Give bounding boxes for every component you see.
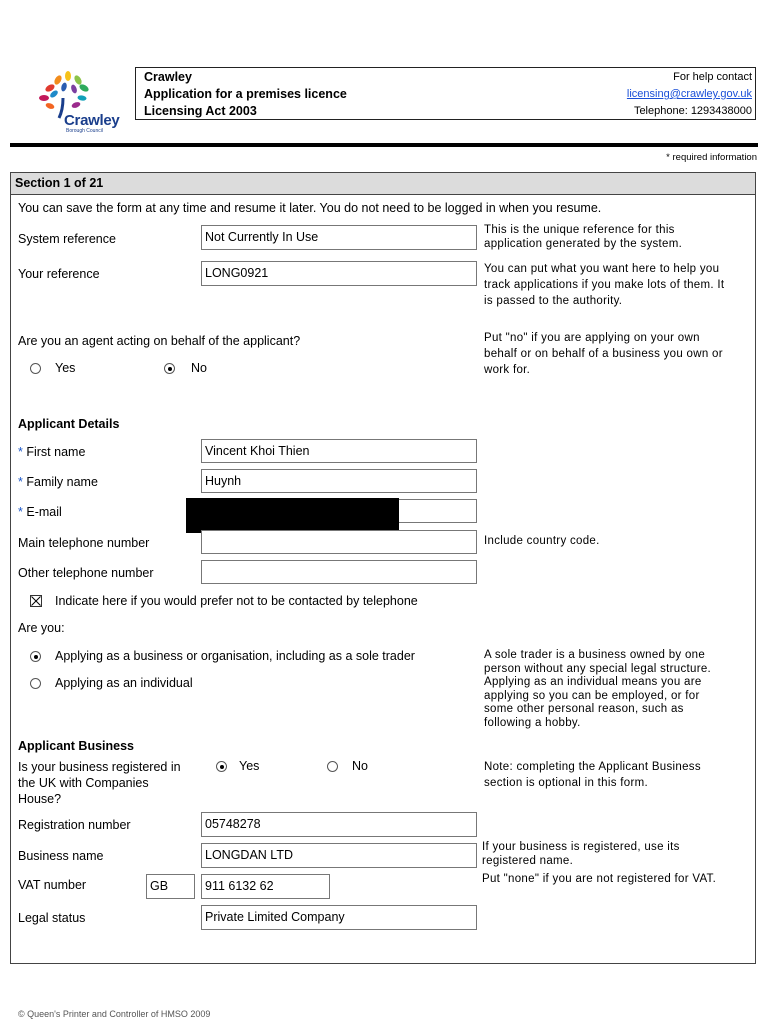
- required-note: * required information: [666, 152, 757, 163]
- first-name-field[interactable]: Vincent Khoi Thien: [201, 439, 477, 463]
- registration-number-field[interactable]: 05748278: [201, 812, 477, 837]
- vat-help: Put "none" if you are not registered for VAT.: [482, 873, 717, 885]
- are-you-help: A sole trader is a business owned by one person without any special legal structure. Applying as an individual means you are applying so you can be employed, or for some other personal reason, such as following a hobby.: [484, 649, 712, 729]
- main-telephone-label: Main telephone number: [18, 536, 150, 550]
- email-redaction: [186, 498, 399, 533]
- header-org: Crawley: [144, 70, 192, 84]
- registered-yes-label: Yes: [239, 759, 260, 773]
- email-label: * E-mail: [18, 505, 62, 519]
- individual-option-label: Applying as an individual: [55, 676, 193, 690]
- required-marker: *: [18, 505, 23, 519]
- agent-no-label: No: [191, 361, 207, 375]
- family-name-field[interactable]: Huynh: [201, 469, 477, 493]
- business-option-radio[interactable]: [30, 651, 41, 662]
- first-name-label: * First name: [18, 445, 86, 459]
- your-reference-help: You can put what you want here to help you track applications if you make lots of them. It is passed to the authority.: [484, 263, 725, 307]
- business-name-help: If your business is registered, use its registered name.: [482, 841, 680, 867]
- legal-status-label: Legal status: [18, 911, 86, 925]
- logo-name: Crawley: [64, 112, 120, 129]
- required-marker: *: [18, 445, 23, 459]
- section-intro: You can save the form at any time and resume it later. You do not need to be logged in when you resume.: [18, 201, 602, 215]
- section-title: Section 1 of 21: [15, 176, 104, 190]
- crawley-logo: [32, 70, 122, 138]
- other-telephone-label: Other telephone number: [18, 566, 154, 580]
- registered-yes-radio[interactable]: [216, 761, 227, 772]
- agent-yes-label: Yes: [55, 361, 76, 375]
- registered-no-radio[interactable]: [327, 761, 338, 772]
- header-act: Licensing Act 2003: [144, 104, 257, 118]
- no-phone-contact-label: Indicate here if you would prefer not to be contacted by telephone: [55, 594, 418, 608]
- applicant-details-heading: Applicant Details: [18, 417, 120, 431]
- legal-status-field[interactable]: Private Limited Company: [201, 905, 477, 930]
- family-name-label: * Family name: [18, 475, 98, 489]
- system-reference-label: System reference: [18, 232, 116, 246]
- other-telephone-field[interactable]: [201, 560, 477, 584]
- registered-no-label: No: [352, 759, 368, 773]
- applicant-business-heading: Applicant Business: [18, 739, 134, 753]
- required-marker: *: [18, 475, 23, 489]
- business-option-label: Applying as a business or organisation, including as a sole trader: [55, 649, 415, 663]
- system-reference-help: This is the unique reference for this application generated by the system.: [484, 224, 683, 250]
- header-divider: [10, 143, 758, 147]
- agent-no-radio[interactable]: [164, 363, 175, 374]
- no-phone-contact-checkbox[interactable]: [30, 595, 42, 607]
- business-note: Note: completing the Applicant Business section is optional in this form.: [484, 761, 701, 789]
- are-you-label: Are you:: [18, 621, 65, 635]
- help-contact-label: For help contact: [673, 71, 752, 83]
- your-reference-label: Your reference: [18, 267, 100, 281]
- vat-number-label: VAT number: [18, 878, 87, 892]
- main-telephone-field[interactable]: [201, 530, 477, 554]
- section-header: [10, 172, 756, 195]
- system-reference-field[interactable]: Not Currently In Use: [201, 225, 477, 250]
- help-email-link[interactable]: licensing@crawley.gov.uk: [626, 88, 752, 100]
- agent-question: Are you an agent acting on behalf of the applicant?: [18, 334, 301, 348]
- registration-number-label: Registration number: [18, 818, 131, 832]
- your-reference-field[interactable]: LONG0921: [201, 261, 477, 286]
- main-telephone-help: Include country code.: [484, 535, 600, 547]
- individual-option-radio[interactable]: [30, 678, 41, 689]
- header-form-title: Application for a premises licence: [144, 87, 347, 101]
- check-cross-icon: [31, 596, 41, 606]
- vat-prefix-field[interactable]: GB: [146, 874, 195, 899]
- agent-yes-radio[interactable]: [30, 363, 41, 374]
- copyright-footer: © Queen's Printer and Controller of HMSO 2009: [18, 1009, 211, 1019]
- business-name-label: Business name: [18, 849, 104, 863]
- help-telephone: Telephone: 1293438000: [633, 105, 752, 117]
- registered-question: Is your business registered in the UK with Companies House?: [18, 760, 181, 806]
- vat-number-field[interactable]: 911 6132 62: [201, 874, 330, 899]
- agent-help: Put "no" if you are applying on your own behalf or on behalf of a business you own or work for.: [484, 332, 723, 376]
- logo-subtitle: Borough Council: [66, 128, 103, 134]
- business-name-field[interactable]: LONGDAN LTD: [201, 843, 477, 868]
